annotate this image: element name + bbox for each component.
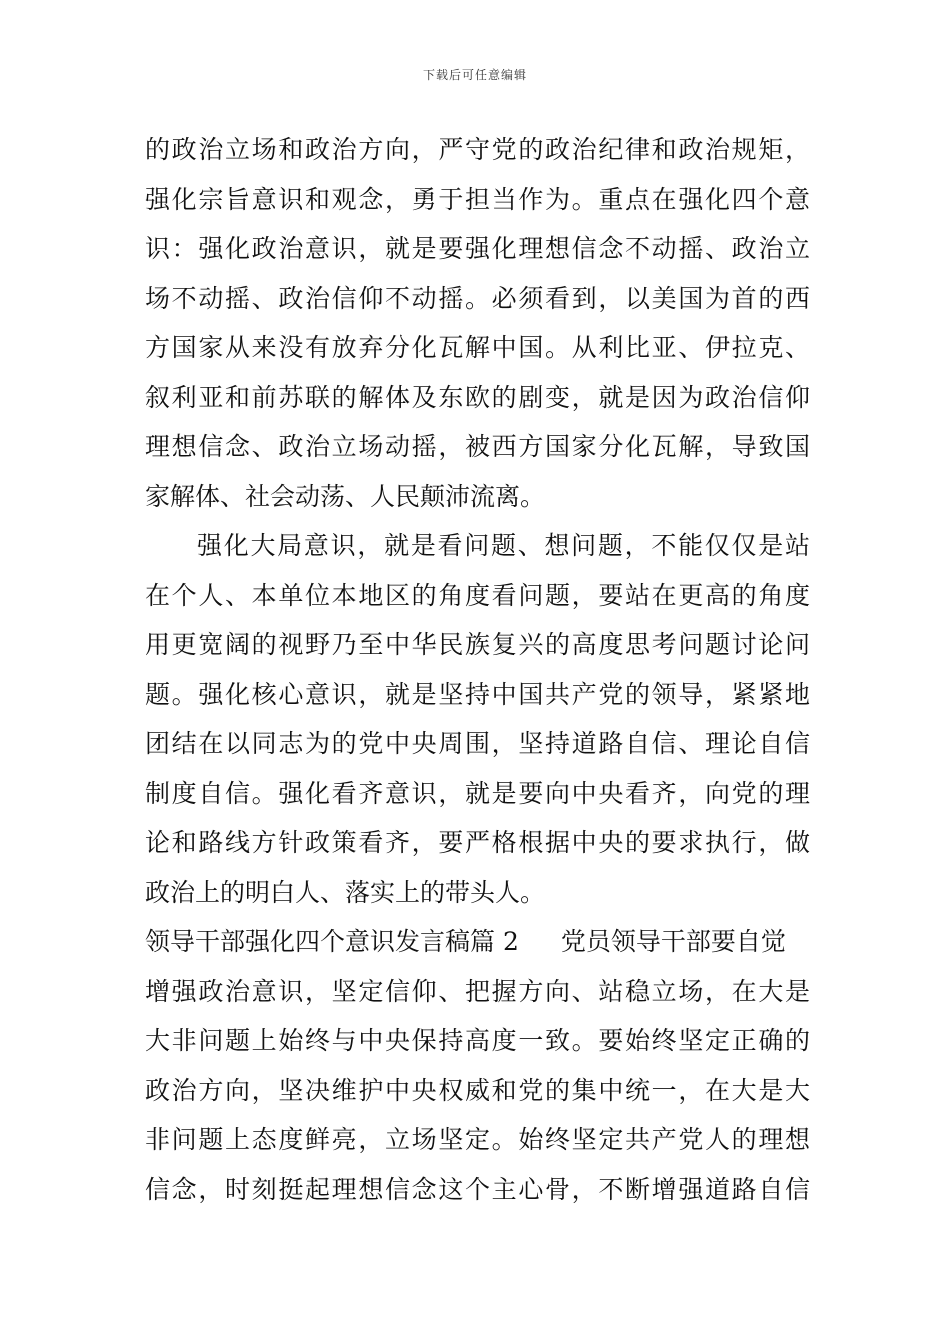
text-line: 政治方向，坚决维护中央权威和党的集中统一，在大是大 [145, 1075, 810, 1105]
text-line: 家解体、社会动荡、人民颠沛流离。 [145, 481, 546, 511]
text-line: 增强政治意识，坚定信仰、把握方向、站稳立场，在大是 [145, 976, 810, 1006]
text-line: 方国家从来没有放弃分化瓦解中国。从利比亚、伊拉克、 [145, 333, 810, 362]
text-line: 在个人、本单位本地区的角度看问题，要站在更高的角度 [145, 580, 810, 610]
text-line: 非问题上态度鲜亮，立场坚定。始终坚定共产党人的理想 [145, 1125, 810, 1154]
text-line: 大非问题上始终与中央保持高度一致。要始终坚定正确的 [145, 1026, 810, 1055]
text-line: 理想信念、政治立场动摇，被西方国家分化瓦解，导致国 [145, 432, 810, 461]
text-line: 团结在以同志为的党中央周围，坚持道路自信、理论自信 [145, 729, 810, 758]
text-line: 场不动摇、政治信仰不动摇。必须看到，以美国为首的西 [145, 283, 810, 313]
text-line: 信念，时刻挺起理想信念这个主心骨，不断增强道路自信 [145, 1174, 810, 1204]
heading-line [145, 917, 810, 967]
paragraph-3 [145, 917, 810, 1214]
text-line: 的政治立场和政治方向，严守党的政治纪律和政治规矩， [145, 135, 810, 164]
text-line: 识：强化政治意识，就是要强化理想信念不动摇、政治立 [145, 234, 810, 263]
text-line: 用更宽阔的视野乃至中华民族复兴的高度思考问题讨论问 [145, 630, 810, 659]
text-line: 政治上的明白人、落实上的带头人。 [145, 877, 546, 907]
page-header: 下载后可任意编辑 [422, 68, 527, 82]
document-body [145, 125, 810, 1214]
text-line: 论和路线方针政策看齐，要严格根据中央的要求执行，做 [145, 828, 810, 857]
text-line: 制度自信。强化看齐意识，就是要向中央看齐，向党的理 [145, 778, 810, 808]
text-line: 强化宗旨意识和观念，勇于担当作为。重点在强化四个意 [145, 184, 810, 214]
text-line: 题。强化核心意识，就是坚持中国共产党的领导，紧紧地 [145, 679, 810, 709]
text-fragment: 党员领导干部要自觉 [560, 927, 786, 956]
paragraph-2 [145, 521, 810, 917]
text-line: 叙利亚和前苏联的解体及东欧的剧变，就是因为政治信仰 [145, 382, 810, 412]
section-heading: 领导干部强化四个意识发言稿篇 2 [145, 927, 519, 956]
text-line: 强化大局意识，就是看问题、想问题，不能仅仅是站 [197, 531, 810, 560]
paragraph-1 [145, 125, 810, 521]
